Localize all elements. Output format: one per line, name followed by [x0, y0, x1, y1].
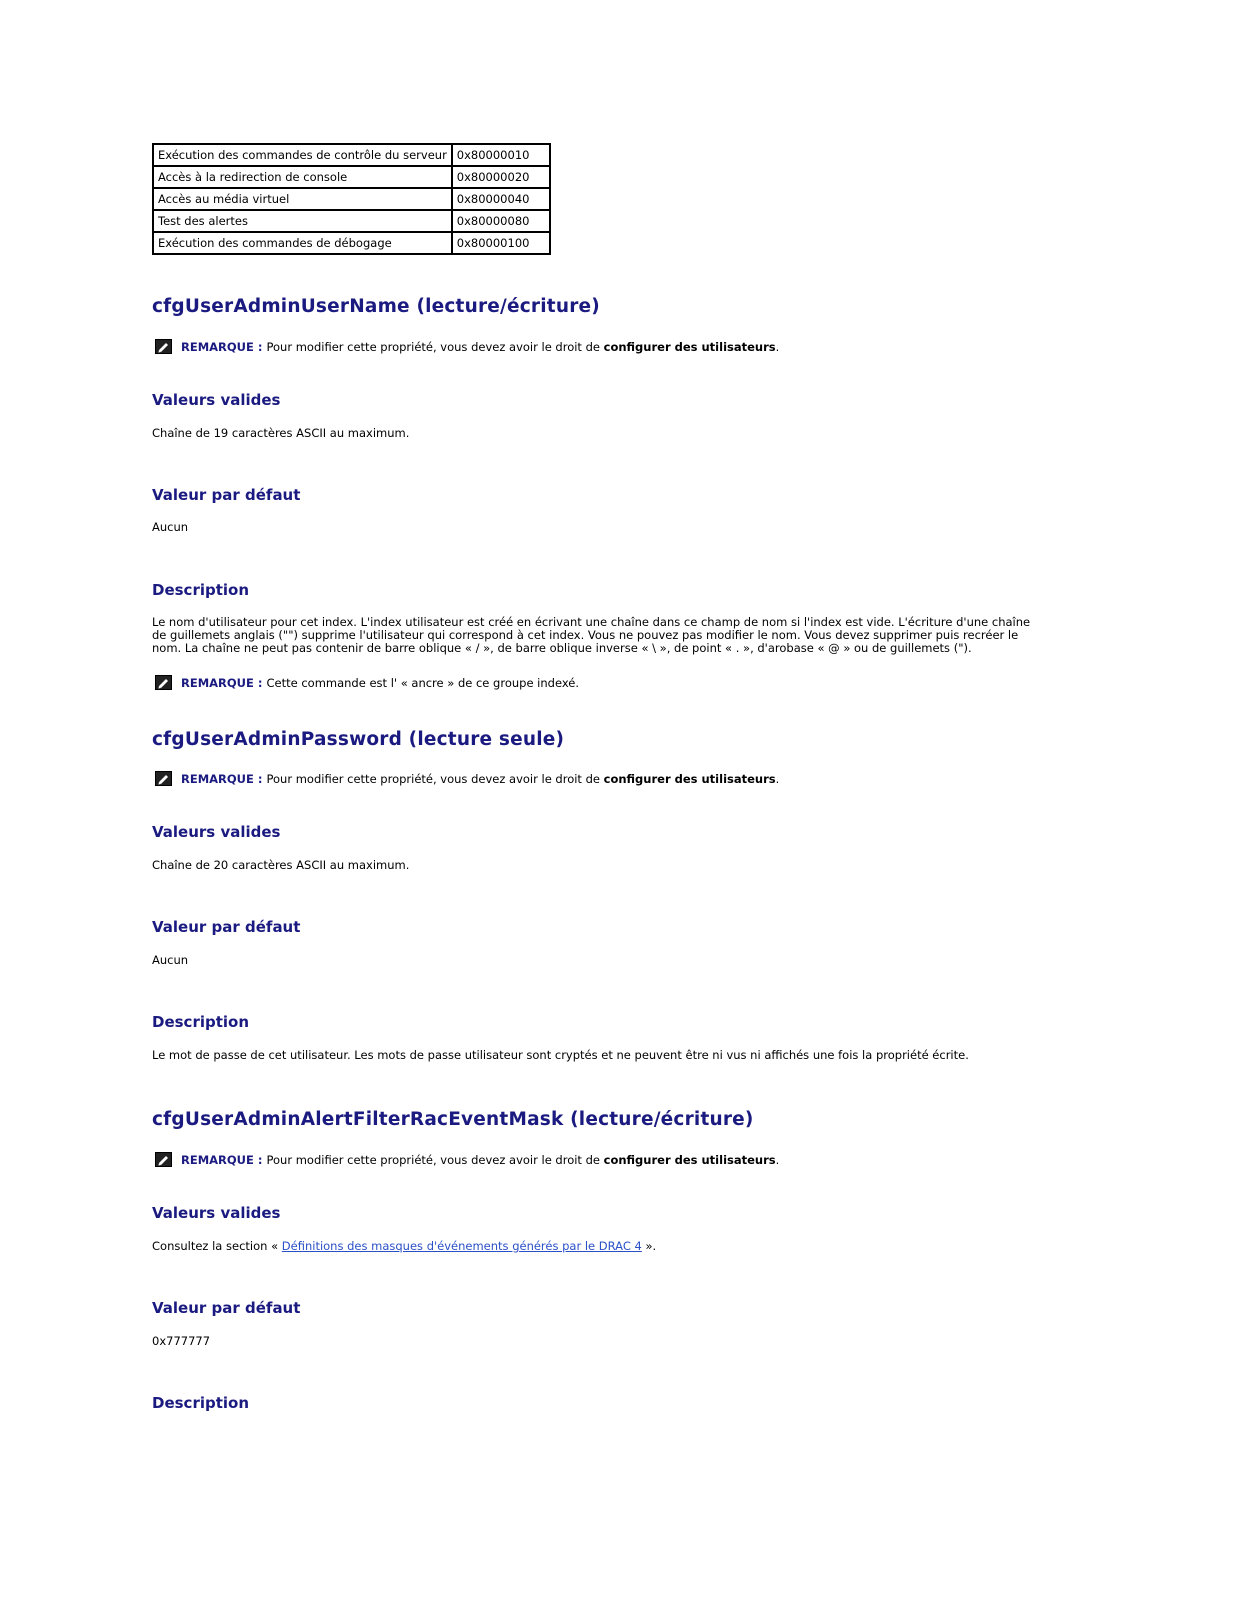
note-label: REMARQUE : — [181, 1152, 263, 1167]
pencil-note-icon — [155, 675, 172, 690]
note-text: Cette commande est l' « ancre » de ce groupe indexé. — [266, 675, 580, 690]
table-cell-label: Exécution des commandes de débogage — [153, 232, 452, 254]
note-text: Pour modifier cette propriété, vous devez avoir le droit de — [266, 339, 600, 354]
table-row — [153, 188, 550, 210]
default-value-text: Aucun — [152, 520, 189, 534]
table-cell-value: 0x80000080 — [452, 210, 550, 232]
default-value-text: Aucun — [152, 953, 189, 967]
section-title-password: cfgUserAdminPassword (lecture seule) — [152, 729, 565, 750]
default-value-text: 0x777777 — [152, 1334, 211, 1348]
heading-valid-values: Valeurs valides — [152, 391, 281, 409]
heading-default-value: Valeur par défaut — [152, 918, 301, 936]
event-mask-definitions-link[interactable]: Définitions des masques d'événements générés par le DRAC 4 — [281, 1239, 642, 1253]
heading-description: Description — [152, 1394, 250, 1412]
table-row — [153, 232, 550, 254]
description-text: Le mot de passe de cet utilisateur. Les mots de passe utilisateur sont cryptés et ne peuvent être ni vus ni affichés une fois la propriété écrite. — [152, 1048, 969, 1062]
pencil-note-icon — [155, 339, 172, 354]
heading-valid-values: Valeurs valides — [152, 1204, 281, 1222]
note-username-modify — [155, 339, 779, 354]
note-anchor — [155, 675, 579, 690]
heading-description: Description — [152, 1013, 250, 1031]
note-text: Pour modifier cette propriété, vous devez avoir le droit de — [266, 771, 600, 786]
table-cell-value: 0x80000010 — [452, 144, 550, 166]
section-title-username: cfgUserAdminUserName (lecture/écriture) — [152, 296, 600, 317]
note-label: REMARQUE : — [181, 771, 263, 786]
note-period: . — [775, 771, 780, 786]
note-alertmask-modify — [155, 1152, 779, 1167]
pencil-note-icon — [155, 771, 172, 786]
note-bold: configurer des utilisateurs — [603, 339, 776, 354]
valid-suffix: ». — [645, 1239, 657, 1253]
table-cell-value: 0x80000020 — [452, 166, 550, 188]
privilege-table — [152, 143, 551, 255]
heading-valid-values: Valeurs valides — [152, 823, 281, 841]
section-title-alertmask: cfgUserAdminAlertFilterRacEventMask (lecture/écriture) — [152, 1109, 754, 1130]
table-cell-label: Accès au média virtuel — [153, 188, 452, 210]
table-row — [153, 166, 550, 188]
note-password-modify — [155, 771, 779, 786]
note-period: . — [775, 339, 780, 354]
valid-prefix: Consultez la section « — [152, 1239, 279, 1253]
valid-values-text: Chaîne de 19 caractères ASCII au maximum. — [152, 426, 410, 440]
heading-description: Description — [152, 581, 250, 599]
valid-values-text — [152, 1240, 1042, 1253]
description-text: Le nom d'utilisateur pour cet index. L'index utilisateur est créé en écrivant une chaîne dans ce champ de nom si l'index est vide. L'écriture d'une chaîne de guillemets anglais ("") supprime l'utilisateur qui correspond à cet index. Vous ne pouvez pas modifier le nom. Vous devez supprimer puis recréer le nom. La chaîne ne peut pas contenir de barre oblique « / », de barre oblique inverse « \ », de point « . », d'arobase « @ » ou de guillemets ("). — [152, 615, 1031, 655]
table-cell-value: 0x80000100 — [452, 232, 550, 254]
table-cell-label: Exécution des commandes de contrôle du serveur — [153, 144, 452, 166]
table-cell-label: Test des alertes — [153, 210, 452, 232]
table-row — [153, 210, 550, 232]
note-period: . — [775, 1152, 780, 1167]
note-bold: configurer des utilisateurs — [603, 771, 776, 786]
heading-default-value: Valeur par défaut — [152, 486, 301, 504]
valid-values-text: Chaîne de 20 caractères ASCII au maximum. — [152, 858, 410, 872]
heading-default-value: Valeur par défaut — [152, 1299, 301, 1317]
table-cell-label: Accès à la redirection de console — [153, 166, 452, 188]
note-label: REMARQUE : — [181, 675, 263, 690]
table-cell-value: 0x80000040 — [452, 188, 550, 210]
note-bold: configurer des utilisateurs — [603, 1152, 776, 1167]
note-text: Pour modifier cette propriété, vous devez avoir le droit de — [266, 1152, 600, 1167]
pencil-note-icon — [155, 1152, 172, 1167]
note-label: REMARQUE : — [181, 339, 263, 354]
table-row — [153, 144, 550, 166]
